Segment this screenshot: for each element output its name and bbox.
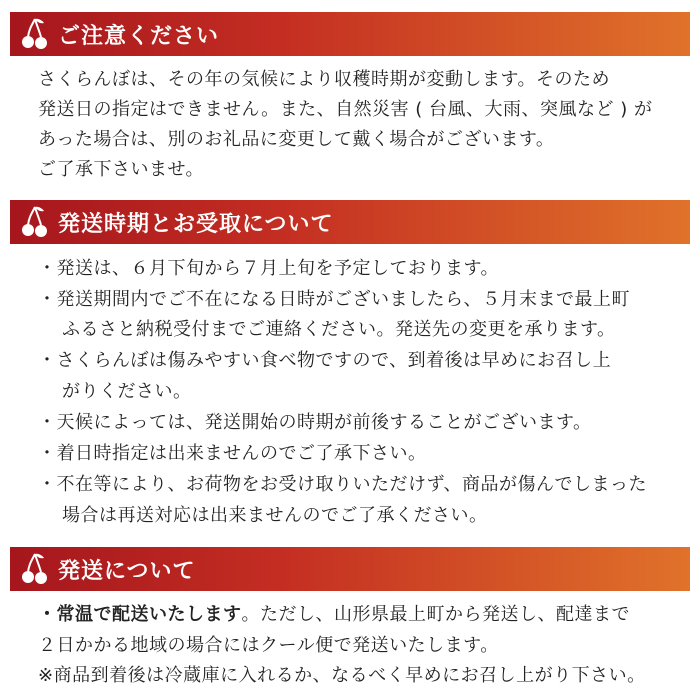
shipping-period-line-7: ・着日時指定は出来ませんのでご了承下さい。 [38,443,427,464]
shipping-period-line-8: ・不在等により、お荷物をお受け取りいただけず、商品が傷んでしまった [38,474,648,495]
notice-line-4: ご了承下さいませ。 [38,159,204,180]
shipping-period-line-2: ・発送期間内でご不在になる日時がございましたら、５月末まで最上町 [38,289,630,310]
shipping-period-line-6: ・天候によっては、発送開始の時期が前後することがございます。 [38,412,592,433]
notice-line-3: あった場合は、別のお礼品に変更して戴く場合がございます。 [38,129,555,150]
notice-line-2: 発送日の指定はできません。また、自然災害 ( 台風、大雨、突風など ) が [38,99,653,120]
notice-line-1: さくらんぼは、その年の気候により収穫時期が変動します。そのため [38,69,611,90]
shipping-period-line-3: ふるさと納税受付までご連絡ください。発送先の変更を承ります。 [62,319,616,340]
shipping-period-line-9: 場合は再送対応は出来ませんのでご了承ください。 [62,505,488,526]
shipping-line-2: ２日かかる地域の場合にはクール便で発送いたします。 [38,635,499,656]
shipping-period-line-4: ・さくらんぼは傷みやすい食べ物ですので、到着後は早めにお召し上 [38,350,612,371]
shipping-banner [10,547,690,591]
cherry-icon [20,552,50,586]
shipping-period-line-5: がりください。 [62,381,192,402]
shipping-line-1-rest: 。ただし、山形県最上町から発送し、配達まで [241,604,630,625]
notice-title: ご注意ください [58,23,220,49]
shipping-period-line-1: ・発送は、６月下旬から７月上旬を予定しております。 [38,258,500,279]
shipping-line-3: ※商品到着後は冷蔵庫に入れるか、なるべく早めにお召し上がり下さい。 [38,665,646,686]
shipping-title: 発送について [58,558,196,584]
shipping-line-1-bold: ・常温で配送いたします [38,604,242,625]
shipping-line-1 [38,603,630,627]
shipping-period-title: 発送時期とお受取について [58,211,334,237]
